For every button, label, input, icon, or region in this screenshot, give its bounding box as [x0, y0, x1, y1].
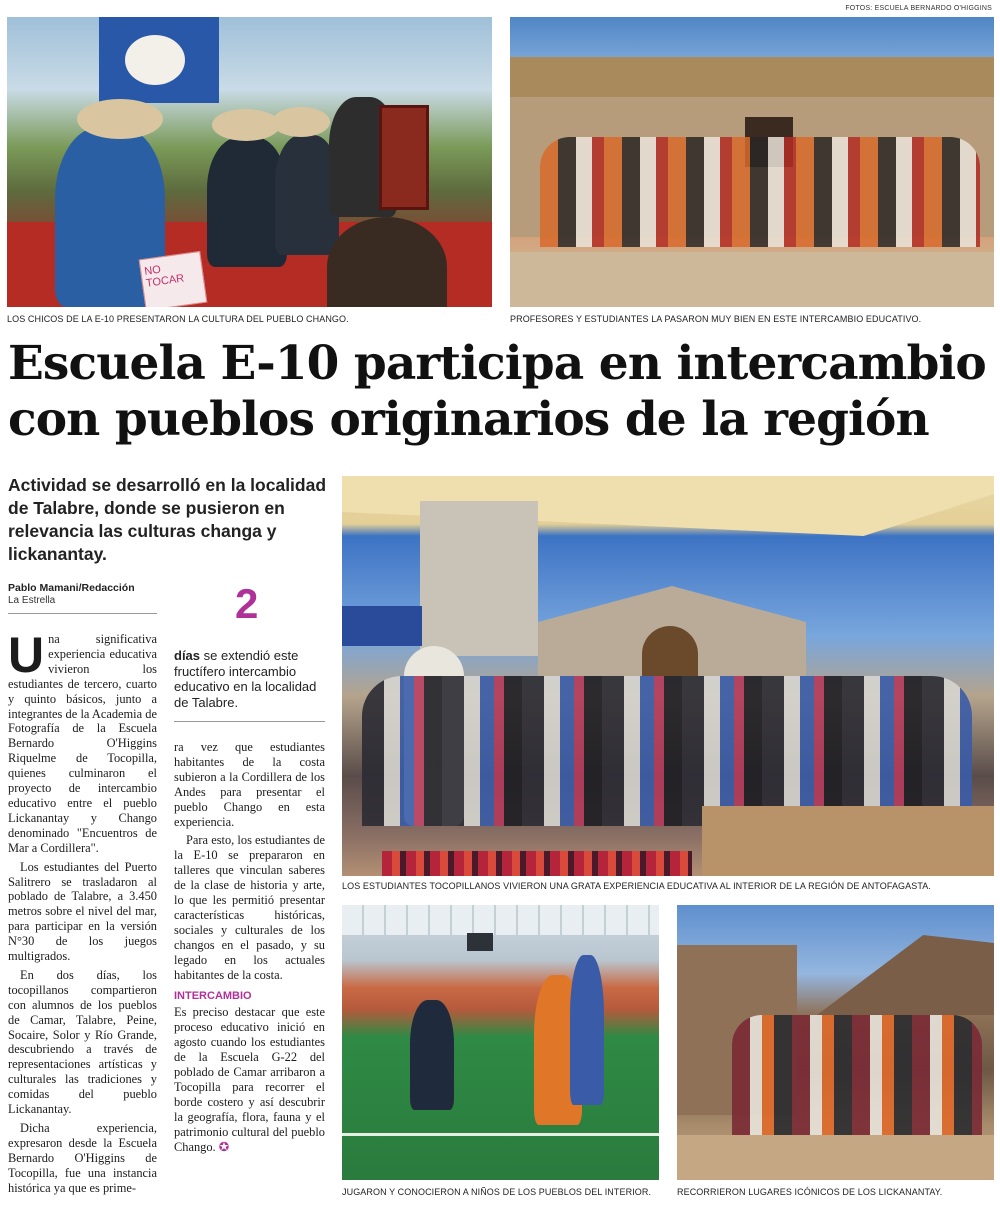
- article-column-1: [8, 627, 157, 1200]
- caption-photo4: JUGARON Y CONOCIERON A NIÑOS DE LOS PUEBLOS DEL INTERIOR.: [342, 1187, 652, 1197]
- dropcap: U: [8, 627, 45, 683]
- paragraph: [174, 1005, 325, 1154]
- hillside: [817, 935, 994, 1015]
- headline-line1: Escuela E-10 participa en intercambio: [8, 336, 986, 391]
- subhead: INTERCAMBIO: [174, 989, 252, 1002]
- stat-bold: días: [174, 648, 201, 663]
- byline-publication: La Estrella: [8, 595, 56, 606]
- caption-photo2: PROFESORES Y ESTUDIANTES LA PASARON MUY BIEN EN ESTE INTERCAMBIO EDUCATIVO.: [510, 314, 922, 324]
- paragraph: Los estudiantes del Puerto Salitrero se trasladaron al poblado de Talabre, a 3.450 metros sobre el nivel del mar, para participar en la versión N°30 de los juegos multigrados.: [8, 859, 157, 964]
- painting: [379, 105, 429, 210]
- ground: [510, 252, 994, 307]
- paragraph-text: na significativa experiencia educativa vivieron los estudiantes de tercero, cuarto y quinto básicos, junto a integrantes de la Academia de Fotografía de la Escuela Bernardo O'Higgins Riquelme de Tocopilla, quienes culminaron el proyecto de intercambio educativo entre el pueblo Lickanantay y Chango denominado "Encuentros de Mar a Cordillera".: [8, 632, 157, 855]
- stat-text: [174, 648, 326, 710]
- woven-textile: [382, 851, 692, 876]
- byline-author: Pablo Mamani/Redacción: [8, 582, 135, 594]
- basketball-hoop: [467, 933, 493, 951]
- hat: [77, 99, 163, 139]
- group-of-people: [362, 676, 972, 826]
- flag-emblem: [125, 35, 185, 85]
- paragraph-text: Es preciso destacar que este proceso educativo inició en agosto cuando los estudiantes de la Escuela G-22 del poblado de Camar arribaron a Tocopilla para recorrer el borde costero y así descubrir la geografía, flora, fauna y el patrimonio cultural del pueblo Chango.: [174, 1005, 325, 1154]
- ground: [702, 806, 994, 876]
- headline: [8, 336, 993, 448]
- thatched-roof: [510, 57, 994, 97]
- group-of-people: [540, 137, 980, 247]
- headline-line2: con pueblos originarios de la región: [8, 392, 929, 447]
- photo-gym-game: [342, 905, 659, 1180]
- stat-body: se extendió este fructífero intercambio educativo en la localidad de Talabre.: [174, 648, 317, 710]
- hat: [272, 107, 330, 137]
- photo-credit: FOTOS: ESCUELA BERNARDO O'HIGGINS: [845, 5, 992, 12]
- end-mark-icon: ✪: [218, 1139, 230, 1154]
- divider: [8, 613, 157, 614]
- paragraph: En dos días, los tocopillanos compartieron con alumnos de los pueblos de Camar, Talabre, Peine, Socaire, Solor y Río Grande, descubriendo a través de representaciones artísticas y culturales las tradiciones y comidas del pueblo Lickanantay.: [8, 967, 157, 1117]
- tent: [342, 606, 422, 646]
- court-line: [342, 1133, 659, 1136]
- child-figure: [410, 1000, 454, 1110]
- hat: [212, 109, 280, 141]
- caption-photo5: RECORRIERON LUGARES ICÓNICOS DE LOS LICKANANTAY.: [677, 1187, 943, 1197]
- caption-photo3: LOS ESTUDIANTES TOCOPILLANOS VIVIERON UNA GRATA EXPERIENCIA EDUCATIVA AL INTERIOR DE LA REGIÓN DE ANTOFAGASTA.: [342, 881, 931, 891]
- divider: [174, 721, 325, 722]
- photo-village-walk: [677, 905, 994, 1180]
- paragraph: ra vez que estudiantes habitantes de la costa subieron a la Cordillera de los Andes para presentar el pueblo Chango en esta experiencia.: [174, 740, 325, 829]
- bell-tower: [420, 501, 538, 656]
- no-tocar-sign: NO TOCAR: [139, 251, 208, 307]
- paragraph: Dicha experiencia, expresaron desde la Escuela Bernardo O'Higgins de Tocopilla, fue una instancia histórica ya que es prime-: [8, 1121, 157, 1195]
- deck: Actividad se desarrolló en la localidad de Talabre, donde se pusieron en relevancia las culturas changa y lickanantay.: [8, 475, 327, 564]
- paragraph: Para esto, los estudiantes de la E-10 se prepararon en talleres que vinculan saberes de la clase de historia y arte, lo que les permitió presentar características históricas, sociales y culturales de los changos en el pasado, y su legado en los actuales habitantes de la costa.: [174, 833, 325, 982]
- photo-cultural-table: [7, 17, 492, 307]
- photo-group-stone-house: [510, 17, 994, 307]
- roof-structure: [342, 905, 659, 935]
- photo-church-group: [342, 476, 994, 876]
- article-column-2: [174, 740, 325, 1158]
- group-of-people: [732, 1015, 982, 1135]
- stat-number: 2: [235, 580, 259, 627]
- paragraph: [8, 627, 157, 856]
- church-door: [642, 626, 698, 676]
- caption-photo1: LOS CHICOS DE LA E-10 PRESENTARON LA CULTURA DEL PUEBLO CHANGO.: [7, 314, 349, 324]
- student-figure: [327, 217, 447, 307]
- adult-figure: [570, 955, 604, 1105]
- ground: [677, 1135, 994, 1180]
